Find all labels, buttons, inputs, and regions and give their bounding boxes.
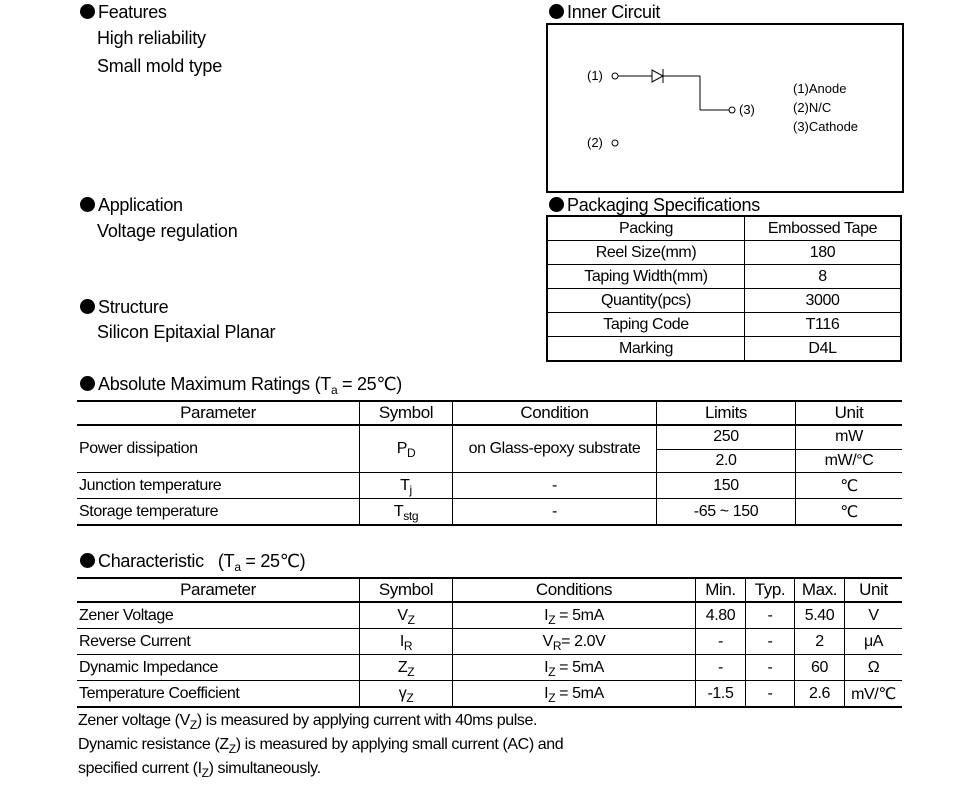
circuit-schematic (548, 25, 902, 191)
application-heading: Application (80, 195, 183, 215)
structure-item: Silicon Epitaxial Planar (97, 322, 276, 342)
table-row: Dynamic Impedance $Z_Z$ $I_Z = 5mA$ - - 60 Ω (77, 655, 902, 681)
feature-item: Small mold type (97, 56, 223, 76)
table-row: Quantity(pcs) 3000 (547, 289, 901, 313)
packaging-heading: Packaging Specifications (549, 195, 760, 215)
characteristic-table (77, 577, 902, 708)
table-row: Packing Embossed Tape (547, 216, 901, 241)
bullet-icon (80, 4, 95, 19)
inner-circuit-diagram (546, 23, 904, 193)
table-row: Taping Code T116 (547, 313, 901, 337)
bullet-icon (549, 197, 564, 212)
table-row: Marking D4L (547, 337, 901, 362)
pin3-label: (3) (739, 102, 755, 117)
table-row: Power dissipation $P_D$ on Glass-epoxy substrate 250 mW (77, 425, 902, 449)
note-dynamic-resistance: Dynamic resistance $(Z_Z)$ is measured by applying small current (AC) and (78, 736, 564, 756)
table-row: 2.0 mW/°C (77, 449, 902, 473)
pin2-label: (2) (587, 135, 603, 150)
bullet-icon (80, 299, 95, 314)
table-row: Junction temperature $T_j$ - 150 ℃ (77, 473, 902, 499)
table-header-row: Parameter Symbol Conditions Min. Typ. Max. Unit (77, 578, 902, 602)
feature-item: High reliability (97, 28, 206, 48)
table-header-row: Parameter Symbol Condition Limits Unit (77, 401, 902, 425)
application-item: Voltage regulation (97, 221, 238, 241)
pin-legend-nc: (2)N/C (793, 100, 832, 115)
packaging-table (546, 215, 902, 362)
bullet-icon (80, 376, 95, 391)
bullet-icon (549, 4, 564, 19)
features-heading: Features (80, 2, 167, 22)
pin-legend-anode: (1)Anode (793, 81, 847, 96)
table-row: Reel Size(mm) 180 (547, 241, 901, 265)
table-row: Temperature Coefficient $\gamma_Z$ $I_Z = 5mA$ -1.5 - 2.6 mV/℃ (77, 681, 902, 708)
note-specified-current: specified current $(I_Z)$ simultaneously. (78, 760, 321, 780)
abs-max-heading: Absolute Maximum Ratings ($T_a$ = 25℃) (80, 374, 402, 394)
diode-icon (652, 70, 663, 82)
structure-heading: Structure (80, 297, 168, 317)
pin-legend-cathode: (3)Cathode (793, 119, 859, 134)
characteristic-heading: Characteristic ($T_a$ = 25℃) (80, 551, 305, 571)
table-row: Storage temperature $T_{stg}$ - -65 ~ 150 ℃ (77, 499, 902, 526)
bullet-icon (80, 197, 95, 212)
note-zener-voltage: Zener voltage $(V_Z)$ is measured by applying current with 40ms pulse. (78, 712, 537, 732)
abs-max-table (77, 400, 902, 526)
table-row: Zener Voltage $V_Z$ $I_Z = 5mA$ 4.80 - 5.40 V (77, 602, 902, 629)
inner-circuit-heading: Inner Circuit (549, 2, 660, 22)
table-row: Reverse Current $I_R$ $V_R= 2.0V$ - - 2 μA (77, 629, 902, 655)
pin1-label: (1) (587, 68, 603, 83)
bullet-icon (80, 553, 95, 568)
table-row: Taping Width(mm) 8 (547, 265, 901, 289)
